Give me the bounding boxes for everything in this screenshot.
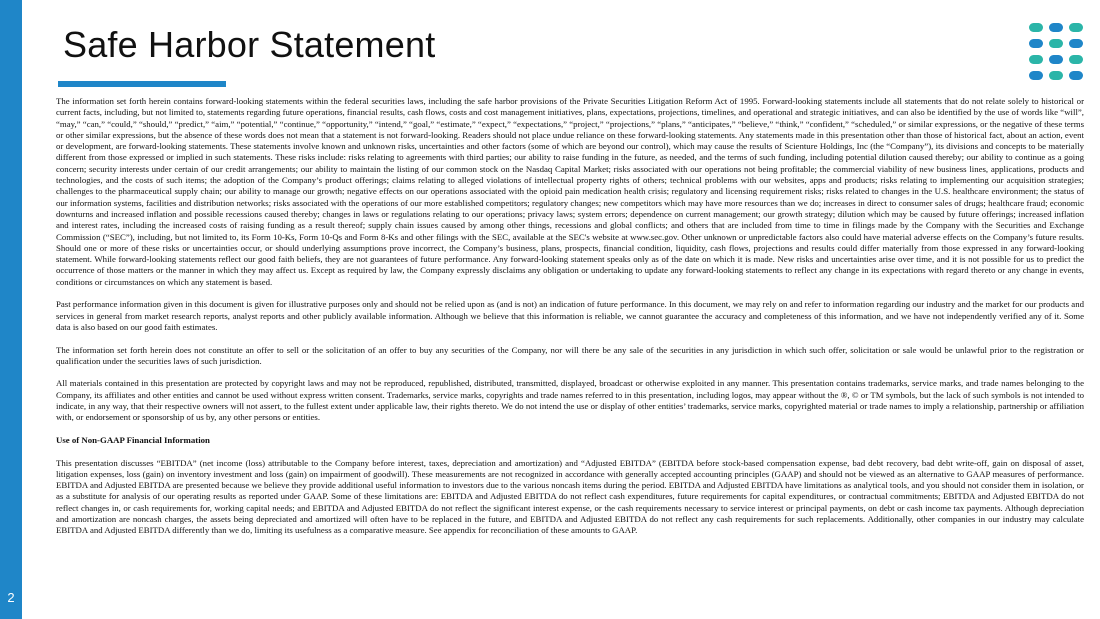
forward-looking-paragraph: The information set forth herein contains forward-looking statements within the federal securities laws, including the safe harbor provisions of the Private Securities Litigation Reform Act of 1995. Forward-looking statements include all statements that do not relate solely to historical or current facts, including, but not limited to, statements regarding future operations, financial results, cash flows, costs and cost management initiatives, plans, expectations, projections, timelines, and operational and strategic initiatives, and can also be identified by the use of words like “will”, “may,” “can,” “could,” “should,” “predict,” “aim,” “potential,” “continue,” “opportunity,” “intend,” “goal,” “estimate,” “expect,” “expectations,” “project,” “projections,” “plans,” “anticipates,” “believe,” “think,” “confident,” “scheduled,” or similar expressions, or the negative of these terms or other similar expressions, but the absence of these words does not mean that a statement is not forward-looking. Readers should not place undue reliance on these forward-looking statements. Any statements made in this presentation other than those of historical fact, about an action, event or development, are forward-looking statements. These statements involve known and unknown risks, uncertainties and other factors (some of which are beyond our control), which may cause the results of Scienture Holdings, Inc (the “Company”), its divisions and concepts to be materially different from those expressed or implied in such statements. These risks include: risks relating to agreements with third parties; our ability to raise funding in the future, as needed, and the terms of such funding, including potential dilution caused thereby; our ability to continue as a going concern; security interests under certain of our credit arrangements; our ability to maintain the listing of our common stock on the Nasdaq Capital Market; risks associated with our operations not being profitable; the commercial viability of new business lines, applications, products and technologies, and the costs of such items; the adoption of the Company’s product offerings; claims relating to alleged violations of intellectual property rights of others; technical problems with our websites, apps and products; risks relating to implementing our acquisition strategies; challenges to the pharmaceutical supply chain; our ability to manage our growth; negative effects on our operations associated with the opioid pain medication health crisis; regulatory and licensing requirement risks; risks related to changes in the U.S. healthcare environment; the status of our information systems, facilities and distribution networks; risks associated with the operations of our more established competitors; regulatory changes; new competitors which may have more resources than we do; increases in direct to consumer sales of drugs; healthcare fraud; economic downturns and increased inflation and possible recessions caused thereby; changes in laws or regulations relating to our operations; privacy laws; system errors; dependence on current management; our growth strategy; dilution which may be caused by future offerings; increased inflation and interest rates, including the increased costs of raising funding as a result thereof; supply chain issues caused by among other things, recessions and global conflicts; and others that are included from time to time in filings made by the Company with the Securities and Exchange Commission (“SEC”), including, but not limited to, its Form 10-Ks, Form 10-Qs and Form 8-Ks and other filings with the SEC, available at the SEC's website at www.sec.gov. Other unknown or unpredictable factors also could have material adverse effects on the Company’s future results. Should one or more of these risks or uncertainties occur, or should underlying assumptions prove incorrect, the Company’s business, plans, prospects, financial condition, liquidity, cash flows, projections and results could differ materially from those expressed in any forward-looking statement. While forward-looking statements reflect our good faith beliefs, they are not guarantees of future performance. Any forward-looking statement speaks only as of the date on which it is made. New risks and uncertainties arise over time, and it is not possible for us to predict the occurrence of those matters or the manner in which they may affect us. Except as required by law, the Company expressly disclaims any obligation or undertaking to update any forward-looking statements to reflect any change in its expectations with regard thereto or any change in events, conditions or circumstances on which any statement is based. bbox=[56, 96, 1084, 287]
past-performance-paragraph: Past performance information given in this document is given for illustrative purposes only and should not be relied upon as (and is not) an indication of future performance. In this document, we may rely on and refer to information regarding our industry and the market for our products and services in general from market research reports, analyst reports and other publicly available information. Although we believe that this information is reliable, we cannot guarantee the accuracy and completeness of this information, and we have not independently verified any of it. Some data is also based on our good faith estimates. bbox=[56, 299, 1084, 332]
non-gaap-heading: Use of Non-GAAP Financial Information bbox=[56, 434, 210, 445]
no-offer-paragraph: The information set forth herein does not constitute an offer to sell or the solicitation of an offer to buy any securities of the Company, nor will there be any sale of the securities in any jurisdiction in which such offer, solicitation or sale would be unlawful prior to the registration or qualification under the securities laws of such jurisdiction. bbox=[56, 344, 1084, 366]
safe-harbor-body bbox=[56, 96, 1084, 548]
page-number: 2 bbox=[7, 590, 15, 605]
page-title: Safe Harbor Statement bbox=[63, 24, 436, 65]
copyright-paragraph: All materials contained in this presentation are protected by copyright laws and may not be reproduced, republished, distributed, transmitted, displayed, broadcast or otherwise exploited in any manner. This presentation contains trademarks, service marks, and trade names belonging to the Company, its affiliates and other entities and cannot be used without express written consent. Trademarks, service marks, copyrights and trade names referred to in this presentation, including logos, may appear without the ®, © or TM symbols, but the lack of such symbols is not intended to indicate, in any way, that their respective owners will not assert, to the fullest extent under applicable law, their rights thereto. We do not intend the use or display of other entities’ trademarks, service marks, copyrighted material or trade names to imply a relationship, partnership or affiliation with, or endorsement or sponsorship of us by, any other persons or entities. bbox=[56, 378, 1084, 423]
logo-mark-icon bbox=[1028, 22, 1084, 82]
left-accent-bar bbox=[0, 0, 22, 619]
company-logo bbox=[1028, 22, 1084, 82]
title-underline bbox=[58, 81, 226, 87]
non-gaap-paragraph: This presentation discusses “EBITDA” (net income (loss) attributable to the Company before interest, taxes, depreciation and amortization) and “Adjusted EBITDA” (EBITDA before stock-based compensation expense, bad debt recovery, bad debt write-off, gain on disposal of asset, litigation expenses, loss (gain) on inventory investment and loss (gain) on impairment of goodwill). These measurements are not recognized in accordance with generally accepted accounting principles (GAAP) and should not be viewed as an alternative to GAAP measures of performance. EBITDA and Adjusted EBITDA are presented because we believe they provide additional useful information to investors due to the various noncash items during the period. EBITDA and Adjusted EBITDA have limitations as analytical tools, and you should not consider them in isolation, or as a substitute for analysis of our operating results as reported under GAAP. Some of these limitations are: EBITDA and Adjusted EBITDA do not reflect cash expenditures, future requirements for capital expenditures, or contractual commitments; EBITDA and Adjusted EBITDA do not reflect changes in, or cash requirements for, working capital needs; and EBITDA and Adjusted EBITDA do not reflect the significant interest expense, or the cash requirements necessary to service interest or principal payments, on debt or cash income tax payments. Although depreciation and amortization are noncash charges, the assets being depreciated and amortized will often have to be replaced in the future, and EBITDA and Adjusted EBITDA do not reflect any cash requirements for such replacements. Additionally, other companies in our industry may calculate EBITDA and Adjusted EBITDA differently than we do, limiting its usefulness as a comparative measure. See appendix for reconciliation of these amounts to GAAP. bbox=[56, 457, 1084, 536]
